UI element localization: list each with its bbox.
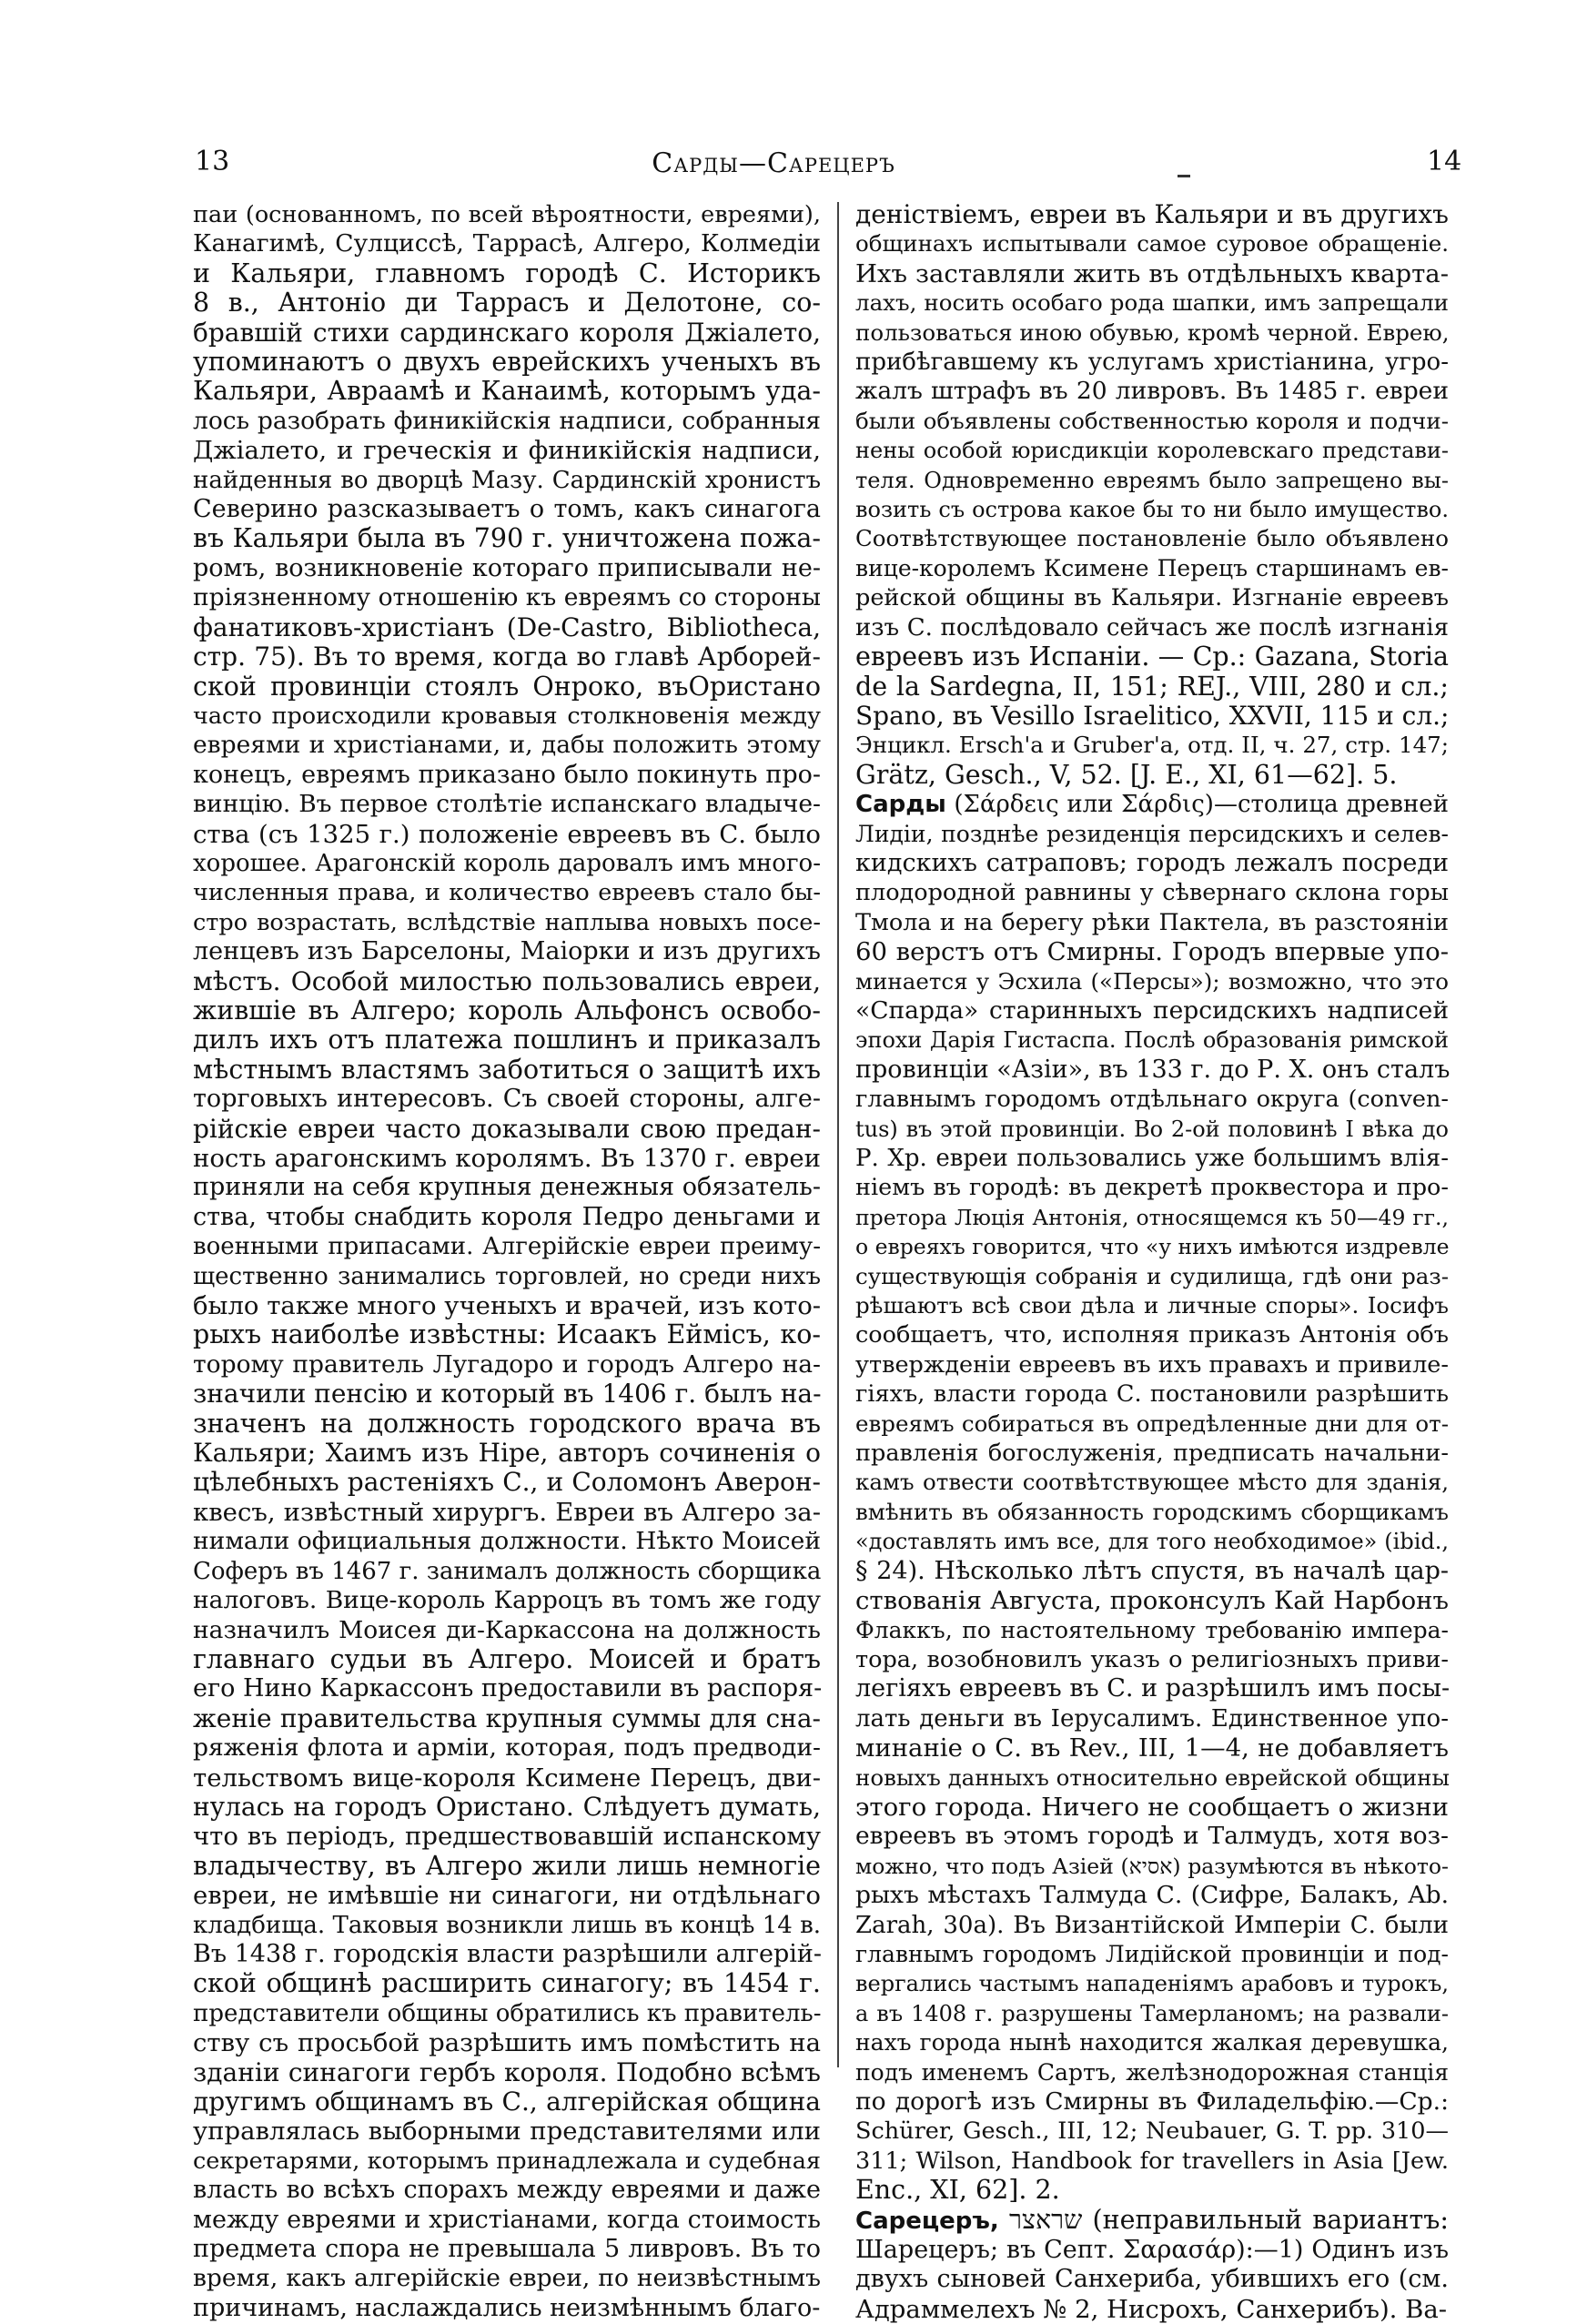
text-line: 8 в., Антоніо ди Таррасъ и Делотоне, со-	[193, 288, 821, 318]
text-line: утвержденіи евреевъ въ ихъ правахъ и привиле-	[855, 1350, 1449, 1379]
text-line: Кальяри; Хаимъ изъ Ніре, авторъ сочиненія о	[193, 1438, 821, 1469]
text-line: Въ 1438 г. городскія власти разрѣшили алгерій-	[193, 1939, 823, 1968]
text-line: что въ періодъ, предшествовавшій испанскому	[193, 1822, 821, 1852]
text-line: вергались частымъ нападеніямъ арабовъ и турокъ,	[855, 1971, 1449, 1997]
text-line: были объявлены собственностью короля и подчи-	[855, 407, 1449, 434]
text-line: существующія собранія и судилища, гдѣ они раз-	[855, 1262, 1449, 1289]
text-line: численныя права, и количество евреевъ стало бы-	[193, 879, 821, 907]
text-line: пріязненному отношенію къ евреямъ со стороны	[193, 583, 821, 612]
text-line: тельствомъ вице-короля Ксимене Перецъ, дви-	[193, 1763, 821, 1793]
text-line: евреевъ въ этомъ городѣ и Талмудъ, хотя воз-	[855, 1822, 1449, 1851]
text-line: женіе правительства крупныя суммы для сна-	[193, 1703, 821, 1733]
text-line: упоминаютъ о двухъ еврейскихъ ученыхъ въ	[193, 347, 821, 378]
text-line: правленія богослуженія, предписать начальни-	[855, 1440, 1449, 1468]
text-line: найденныя во дворцѣ Мазу. Сардинскій хронистъ	[193, 466, 821, 494]
text-line: минается у Эсхила («Персы»); возможно, что это	[855, 967, 1449, 995]
text-line: ность арагонскимъ королямъ. Въ 1370 г. евреи	[193, 1144, 821, 1173]
text-line: другимъ общинамъ въ С., алгерійская община	[193, 2087, 821, 2117]
text-line: деніствіемъ, евреи въ Кальяри и въ другихъ	[855, 199, 1449, 229]
text-line: рыхъ наиболѣе извѣстны: Исаакъ Еймісъ, ко-	[193, 1319, 821, 1350]
text-line: нены особой юрисдикціи королевскаго представи-	[855, 438, 1449, 464]
entry-sarecer-first-line: Сарецеръ, שראצר (неправильный вариантъ:	[855, 2204, 1449, 2235]
text-line: 60 верстъ отъ Смирны. Городъ впервые упо-	[855, 937, 1449, 967]
text-line: ряженія флота и арміи, которая, подъ предводи-	[193, 1733, 821, 1763]
text-line: зданіи синагоги гербъ короля. Подобно всѣмъ	[193, 2056, 821, 2087]
right-column-part-a	[855, 200, 1449, 790]
text-line: § 24). Нѣсколько лѣтъ спустя, въ началѣ цар-	[855, 1556, 1449, 1585]
text-line: кидскихъ сатраповъ; городъ лежалъ посреди	[855, 848, 1449, 877]
text-line: ской общинѣ расширить синагогу; въ 1454 г.	[193, 1968, 821, 1999]
text-line: лахъ, носить особаго рода шапки, имъ запрещали	[855, 289, 1449, 317]
entry-sardy-first-line: Сарды (Σάρδεις или Σάρδις)—столица древней	[855, 791, 1449, 819]
text-line: щественно занимались торговлей, но среди нихъ	[193, 1262, 821, 1290]
text-line: легіяхъ евреевъ въ С. и разрѣшилъ имъ посы-	[855, 1674, 1451, 1703]
text-line: рыхъ мѣстахъ Талмуда С. (Сифре, Балакъ, Ab.	[855, 1881, 1449, 1910]
text-line: мѣстнымъ властямъ заботиться о защитѣ ихъ	[193, 1054, 821, 1085]
text-line: провинціи «Азіи», въ 133 г. до Р. Х. онъ сталъ	[855, 1055, 1451, 1084]
text-line: Адраммелехъ № 2, Нисрохъ, Санхерибъ). Ва-	[855, 2294, 1448, 2324]
text-line: Spano, въ Vesillo Israelitico, XXVII, 115 и сл.;	[855, 700, 1450, 731]
text-line: вице-королемъ Ксимене Перецъ старшинамъ ев-	[855, 554, 1449, 581]
text-line: евреевъ изъ Испаніи. — Ср.: Gazana, Storia	[855, 642, 1449, 672]
text-line: евреи, не имѣвшіе ни синагоги, ни отдѣльнаго	[193, 1881, 821, 1911]
text-line: Джіалето, и греческія и финикійскія надписи,	[193, 436, 821, 466]
text-line: двухъ сыновей Санхериба, убившихъ его (см.	[855, 2265, 1449, 2294]
text-line: и Кальяри, главномъ городѣ С. Историкъ	[193, 258, 821, 288]
text-line: главнаго судьи въ Алгеро. Моисей и братъ	[193, 1643, 821, 1674]
page-number-left: 13	[195, 146, 230, 177]
text-line: Северино разсказываетъ о томъ, какъ синагога	[193, 495, 821, 524]
text-line: часто происходили кровавыя столкновенія между	[193, 702, 821, 730]
text-line: рѣшаютъ всѣ свои дѣла и личные споры». Іосифъ	[855, 1292, 1449, 1319]
text-line: предмета спора не превышала 5 ливровъ. Въ то	[193, 2235, 821, 2264]
text-line: «Спарда» старинныхъ персидскихъ надписей	[855, 995, 1449, 1025]
entry-heading-sardy: Сарды	[855, 791, 946, 819]
text-line: жалъ штрафъ въ 20 ливровъ. Въ 1485 г. евреи	[855, 377, 1449, 406]
text-line: ніемъ въ городѣ: въ декретѣ проквестора и про-	[855, 1174, 1449, 1202]
text-line: фанатиковъ-христіанъ (De-Castro, Bibliotheca,	[193, 611, 821, 642]
text-line: квесъ, извѣстный хирургъ. Евреи въ Алгеро за-	[193, 1497, 821, 1527]
text-line: эпохи Дарія Гистаспа. Послѣ образованія римской	[855, 1027, 1449, 1054]
text-line: представители общины обратились къ правитель-	[193, 1999, 822, 2027]
text-line: Флаккъ, по настоятельному требованію импера-	[855, 1616, 1449, 1643]
text-line: «доставлять имъ все, для того необходимое» (ibid.,	[855, 1529, 1449, 1555]
left-column	[193, 200, 821, 2323]
text-line: было также много ученыхъ и врачей, изъ кото-	[193, 1291, 822, 1321]
text-line: камъ отвести соотвѣтствующее мѣсто для зданія,	[855, 1469, 1449, 1496]
text-line: претора Люція Антонія, относящемся къ 50—49 гг.,	[855, 1204, 1449, 1230]
text-line: цѣлебныхъ растеніяхъ С., и Соломонъ Аверон-	[193, 1467, 821, 1498]
text-line: налоговъ. Вице-король Карроцъ въ томъ же году	[193, 1586, 821, 1615]
text-line: между евреями и христіанами, когда стоимость	[193, 2205, 821, 2234]
text-line: возить съ острова какое бы то ни было имущество.	[855, 497, 1449, 523]
right-column-part-c	[855, 2236, 1449, 2324]
text-line: назначилъ Моисея ди-Каркассона на должность	[193, 1615, 821, 1644]
text-line: тора, возобновилъ указъ о религіозныхъ приви-	[855, 1645, 1449, 1673]
text-line: tus) въ этой провинціи. Во 2-ой половинѣ I вѣка до	[855, 1116, 1449, 1142]
text-line: значенъ на должность городского врача въ	[193, 1408, 821, 1439]
text-line: его Нино Каркассонъ предоставили въ распоря-	[193, 1674, 823, 1703]
text-line: о евреяхъ говорится, что «у нихъ имѣются издревле	[855, 1234, 1450, 1260]
text-line: владычеству, въ Алгеро жили лишь немногіе	[193, 1850, 821, 1881]
text-line: евреямъ собираться въ опредѣленные дни для от-	[855, 1410, 1449, 1437]
text-line: ства (съ 1325 г.) положеніе евреевъ въ С. было	[193, 819, 821, 849]
text-line: 311; Wilson, Handbook for travellers in Asia [Jew.	[855, 2147, 1449, 2175]
text-line: Соферъ въ 1467 г. занималъ должность сборщика	[193, 1557, 822, 1585]
text-line: военными припасами. Алгерійскіе евреи преиму-	[193, 1233, 821, 1261]
column-divider	[837, 202, 839, 2067]
text-line: Тмола и на берегу рѣки Пактела, въ разстояніи	[855, 908, 1449, 936]
text-line: Шарецеръ; въ Септ. Σαρασάρ):—1) Одинъ изъ	[855, 2236, 1449, 2265]
text-line: винцію. Въ первое столѣтіе испанскаго владыче-	[193, 790, 821, 819]
text-line: конецъ, евреямъ приказано было покинуть про-	[193, 760, 821, 789]
text-line: подъ именемъ Сартъ, желѣзнодорожная станція	[855, 2058, 1449, 2086]
text-line: ствованія Августа, проконсулъ Кай Нарбонъ	[855, 1586, 1449, 1616]
text-line: стро возрастать, вслѣдствіе наплыва новыхъ посе-	[193, 908, 821, 936]
text-line: пользоваться иною обувью, кромѣ черной. Еврею,	[855, 318, 1450, 346]
text-line: прибѣгавшему къ услугамъ христіанина, угро-	[855, 349, 1449, 377]
text-line: ромъ, возникновеніе котораго приписывали не-	[193, 553, 821, 582]
text-line: Zarah, 30a). Въ Византійской Имперіи С. были	[855, 1911, 1449, 1939]
header-mark	[1178, 175, 1190, 177]
text-line: бравшій стихи сардинскаго короля Джіалето,	[193, 317, 821, 348]
text-line: торому правитель Лугадоро и городъ Алгеро на-	[193, 1349, 821, 1379]
text-line: ской провинціи стоялъ Онроко, въОристано	[193, 671, 821, 702]
text-line: власть во всѣхъ спорахъ между евреями и даже	[193, 2176, 821, 2205]
text-line: Ихъ заставляли жить въ отдѣльныхъ кварта-	[855, 258, 1449, 288]
text-line: дилъ ихъ отъ платежа пошлинъ и приказалъ	[193, 1025, 821, 1056]
text-line: теля. Одновременно евреямъ было запрещено вы-	[855, 467, 1449, 493]
text-line: жившіе въ Алгеро; король Альфонсъ освобо-	[193, 995, 821, 1026]
text-line: въ Кальяри была въ 790 г. уничтожена пожа-	[193, 523, 821, 554]
text-line: секретарями, которымъ принадлежала и судебная	[193, 2147, 821, 2175]
text-line: ству съ просьбой разрѣшить имъ помѣстить на	[193, 2028, 821, 2058]
text-line: этого города. Ничего не сообщаетъ о жизни	[855, 1792, 1449, 1822]
text-line: кладбища. Таковыя возникли лишь въ концѣ 14 в.	[193, 1911, 821, 1939]
text-line: изъ С. послѣдовало сейчасъ же послѣ изгнанія	[855, 613, 1449, 642]
text-line: евреями и христіанами, и, дабы положить этому	[193, 731, 821, 760]
right-column-part-b	[855, 820, 1449, 2206]
text-line: время, какъ алгерійскіе евреи, по неизвѣстнымъ	[193, 2264, 821, 2293]
text-line: главнымъ городомъ отдѣльнаго округа (conven-	[855, 1086, 1449, 1114]
text-line: общинахъ испытывали самое суровое обращеніе.	[855, 230, 1449, 258]
text-line: Schürer, Gesch., III, 12; Neubauer, G. T. pp. 310—	[855, 2117, 1449, 2146]
text-line: нимали официальныя должности. Нѣкто Моисей	[193, 1527, 821, 1556]
text-line: хорошее. Арагонскій король даровалъ имъ много-	[193, 849, 821, 877]
text-line: торговыхъ интересовъ. Съ своей стороны, алге-	[193, 1085, 821, 1114]
text-line: рейской общины въ Кальяри. Изгнаніе евреевъ	[855, 584, 1449, 612]
text-line: паи (основанномъ, по всей вѣроятности, евреями),	[193, 201, 821, 228]
text-line: нахъ города нынѣ находится жалкая деревушка,	[855, 2029, 1449, 2056]
text-line: приняли на себя крупныя денежныя обязатель-	[193, 1173, 821, 1202]
text-line: главнымъ городомъ Лидійской провинціи и под-	[855, 1940, 1449, 1967]
text-line: сообщаетъ, что, исполняя приказъ Антонія объ	[855, 1321, 1449, 1349]
text-line: плодородной равнины у сѣвернаго склона горы	[855, 879, 1449, 907]
text-line: рійскіе евреи часто доказывали свою предан-	[193, 1113, 821, 1144]
text-line: Лидіи, позднѣе резиденція персидскихъ и селев-	[855, 820, 1449, 847]
text-line: de la Sardegna, II, 151; REJ., VIII, 280 и сл.;	[855, 671, 1449, 702]
text-line: гіяхъ, власти города С. постановили разрѣшить	[855, 1380, 1449, 1409]
text-line: Enc., XI, 62]. 2.	[855, 2175, 1060, 2206]
text-line: мѣстъ. Особой милостью пользовались евреи,	[193, 965, 821, 996]
text-line: ленцевъ изъ Барселоны, Маіорки и изъ другихъ	[193, 937, 821, 966]
text-line: нулась на городъ Ористано. Слѣдуетъ думать,	[193, 1791, 821, 1822]
text-line: вмѣнить въ обязанность городскимъ сборщикамъ	[855, 1498, 1449, 1525]
text-line: можно, что подъ Азіей (אסיא) разумѣются въ нѣкото-	[855, 1853, 1449, 1879]
text-line: причинамъ, наслаждались неизмѣннымъ благо-	[193, 2293, 821, 2322]
text-line: по дорогѣ изъ Смирны въ Филадельфію.—Ср.:	[855, 2087, 1449, 2116]
text-line: лось разобрать финикійскія надписи, собранныя	[193, 406, 821, 435]
text-line: ства, чтобы снабдить короля Педро деньгами и	[193, 1202, 821, 1231]
text-line: минаніе о С. въ Rev., III, 1—4, не добавляетъ	[855, 1733, 1449, 1763]
entry-heading-sarecer: Сарецеръ,	[855, 2207, 999, 2235]
right-column	[855, 200, 1449, 2324]
text-line: управлялась выборными представителями или	[193, 2117, 821, 2147]
page-number-right: 14	[1427, 146, 1462, 177]
text-line: стр. 75). Въ то время, когда во главѣ Арборей-	[193, 642, 821, 672]
text-line: Канагимѣ, Сулциссѣ, Таррасѣ, Алгеро, Колмедіи	[193, 229, 821, 258]
text-line: значили пенсію и который въ 1406 г. былъ на-	[193, 1379, 822, 1410]
text-line: Р. Хр. евреи пользовались уже большимъ влія-	[855, 1145, 1449, 1172]
text-line: Соотвѣтствующее постановленіе было объявлено	[855, 525, 1449, 552]
text-line: Grätz, Gesch., V, 52. [J. E., XI, 61—62]. 5.	[855, 759, 1398, 790]
text-line: лать деньги въ Іерусалимъ. Единственное упо-	[855, 1704, 1449, 1733]
running-title: Сарды—Сарецеръ	[652, 147, 895, 179]
text-line: Кальяри, Авраамѣ и Канаимѣ, которымъ уда-	[193, 376, 821, 407]
text-line: Энцикл. Ersch'a и Gruber'a, отд. II, ч. 27, стр. 147;	[855, 732, 1449, 759]
text-line: новыхъ данныхъ относительно еврейской общины	[855, 1763, 1451, 1791]
text-line: а въ 1408 г. разрушены Тамерланомъ; на развали-	[855, 2000, 1449, 2026]
